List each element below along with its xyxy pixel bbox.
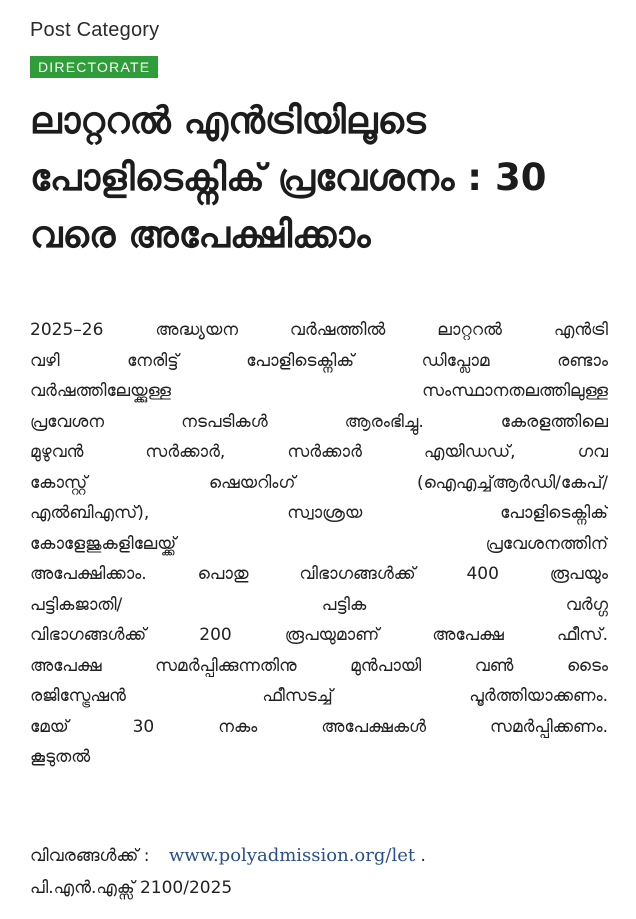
website-link[interactable]: www.polyadmission.org/let	[168, 845, 416, 866]
details-row	[30, 845, 426, 866]
body-line: മുഴുവൻ സർക്കാർ, സർക്കാർ എയിഡഡ്, ഗവ	[30, 442, 608, 462]
body-line: കൂടുതൽ	[30, 747, 91, 767]
article-title: ലാറ്ററൽ എൻട്രിയിലൂടെ പോളിടെക്നിക് പ്രവേശനം : 30 വരെ അപേക്ഷിക്കാം	[30, 99, 547, 256]
body-line: കോളേജുകളിലേയ്ക്ക് പ്രവേശനത്തിന്	[30, 533, 608, 554]
post-category-label: Post Category	[30, 19, 160, 41]
body-line: വിഭാഗങ്ങൾക്ക് 200 രൂപയുമാണ് അപേക്ഷ ഫീസ്.	[30, 625, 608, 645]
body-line: രജിസ്ട്രേഷൻ ഫീസടച്ച് പൂർത്തിയാക്കണം.	[30, 686, 608, 706]
body-line: കോസ്റ്റ് ഷെയറിംഗ് (ഐഎച്ച്ആർഡി/കേപ്/	[30, 472, 608, 493]
article-body	[30, 315, 608, 773]
reference-number: പി.എൻ.എക്സ് 2100/2025	[30, 878, 233, 898]
body-line: അപേക്ഷിക്കാം. പൊതു വിഭാഗങ്ങൾക്ക് 400 രൂപയും	[30, 564, 608, 584]
body-line: മേയ് 30 നകം അപേക്ഷകൾ സമർപ്പിക്കണം.	[30, 716, 608, 737]
body-line: പട്ടികജാതി/ പട്ടിക വർഗ്ഗ	[30, 594, 608, 615]
body-line: വർഷത്തിലേയ്ക്കുള്ള സംസ്ഥാനതലത്തിലുള്ള	[30, 381, 608, 401]
body-line: പ്രവേശന നടപടികൾ ആരംഭിച്ചു. കേരളത്തിലെ	[30, 411, 608, 432]
body-line: വഴി നേരിട്ട് പോളിടെക്നിക് ഡിപ്ലോമ രണ്ടാം	[30, 350, 608, 371]
body-line: എൽബിഎസ്), സ്വാശ്രയ പോളിടെക്നിക്	[30, 503, 608, 523]
body-line: അപേക്ഷ സമർപ്പിക്കുന്നതിനു മുൻപായി വൺ ടൈം	[30, 655, 608, 676]
website-trailing-dot: .	[420, 846, 426, 866]
body-line: 2025–26 അദ്ധ്യയന വർഷത്തിൽ ലാറ്ററൽ എൻട്രി	[30, 320, 608, 340]
details-label: വിവരങ്ങൾക്ക് :	[30, 846, 150, 866]
category-badge[interactable]: DIRECTORATE	[30, 56, 158, 78]
